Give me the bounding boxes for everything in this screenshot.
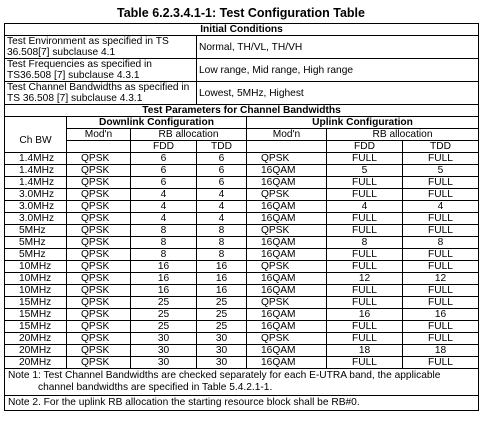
uplink-modn-cell: QPSK [247,225,327,237]
uplink-tdd-header: TDD [403,141,479,153]
table-row [5,357,479,369]
uplink-fdd-cell: FULL [327,261,403,273]
table-row [5,345,479,357]
table-row [5,153,479,165]
uplink-modn-cell: 16QAM [247,201,327,213]
uplink-fdd-cell: 8 [327,237,403,249]
uplink-tdd-cell: FULL [403,297,479,309]
table-row [5,297,479,309]
uplink-modn-cell: QPSK [247,189,327,201]
uplink-modn-cell: 16QAM [247,357,327,369]
note-1-line-1: Note 1: Test Channel Bandwidths are checked separately for each E-UTRA band, the applicable [8,370,441,381]
ch-bw-cell: 1.4MHz [5,165,67,177]
downlink-modn-header: Mod'n [67,129,131,141]
table-row [5,201,479,213]
uplink-rb-allocation-header: RB allocation [327,129,479,141]
downlink-tdd-cell: 30 [197,333,247,345]
downlink-tdd-cell: 6 [197,177,247,189]
uplink-modn-cell: 16QAM [247,345,327,357]
uplink-modn-cell: 16QAM [247,309,327,321]
table-row [5,261,479,273]
uplink-tdd-cell: FULL [403,249,479,261]
uplink-tdd-cell: 4 [403,201,479,213]
uplink-modn-cell: 16QAM [247,237,327,249]
ch-bw-cell: 3.0MHz [5,189,67,201]
downlink-modn-cell: QPSK [67,261,131,273]
downlink-tdd-cell: 6 [197,165,247,177]
downlink-tdd-cell: 8 [197,237,247,249]
downlink-fdd-cell: 4 [131,213,197,225]
uplink-fdd-cell: FULL [327,213,403,225]
uplink-fdd-cell: FULL [327,357,403,369]
downlink-fdd-cell: 4 [131,189,197,201]
downlink-modn-cell: QPSK [67,201,131,213]
downlink-modn-cell: QPSK [67,297,131,309]
ch-bw-cell: 5MHz [5,225,67,237]
downlink-tdd-cell: 16 [197,273,247,285]
ch-bw-cell: 20MHz [5,345,67,357]
table-title: Table 6.2.3.4.1-1: Test Configuration Table [117,6,365,20]
downlink-fdd-cell: 25 [131,297,197,309]
uplink-modn-cell: 16QAM [247,273,327,285]
uplink-fdd-cell: FULL [327,177,403,189]
uplink-tdd-cell: FULL [403,153,479,165]
downlink-modn-cell: QPSK [67,273,131,285]
downlink-fdd-cell: 16 [131,261,197,273]
uplink-modn-cell: 16QAM [247,285,327,297]
uplink-tdd-cell: 12 [403,273,479,285]
downlink-fdd-cell: 4 [131,201,197,213]
downlink-tdd-cell: 30 [197,357,247,369]
downlink-tdd-cell: 6 [197,153,247,165]
test-configuration-table [4,23,479,411]
uplink-tdd-cell: FULL [403,357,479,369]
ch-bw-cell: 15MHz [5,321,67,333]
uplink-modn-cell: 16QAM [247,177,327,189]
downlink-modn-cell: QPSK [67,333,131,345]
uplink-fdd-cell: 5 [327,165,403,177]
downlink-fdd-cell: 6 [131,165,197,177]
uplink-tdd-cell: FULL [403,225,479,237]
downlink-tdd-cell: 25 [197,309,247,321]
uplink-tdd-cell: 8 [403,237,479,249]
uplink-tdd-cell: FULL [403,321,479,333]
table-row [5,225,479,237]
uplink-fdd-cell: 18 [327,345,403,357]
downlink-modn-cell: QPSK [67,165,131,177]
downlink-modn-cell: QPSK [67,177,131,189]
uplink-tdd-cell: FULL [403,213,479,225]
uplink-fdd-cell: FULL [327,297,403,309]
table-row [5,237,479,249]
ch-bw-cell: 10MHz [5,261,67,273]
initial-condition-value: Lowest, 5MHz, Highest [197,82,479,105]
downlink-fdd-cell: 25 [131,309,197,321]
downlink-fdd-cell: 30 [131,357,197,369]
downlink-fdd-cell: 16 [131,273,197,285]
ch-bw-cell: 20MHz [5,333,67,345]
uplink-modn-cell: QPSK [247,297,327,309]
uplink-modn-header: Mod'n [247,129,327,141]
initial-condition-label: Test Environment as specified in TS 36.508[7] subclause 4.1 [5,36,197,59]
note-1-line-2: channel bandwidths are specified in Table 5.4.2.1-1. [38,382,273,393]
downlink-modn-cell: QPSK [67,309,131,321]
ch-bw-cell: 1.4MHz [5,177,67,189]
downlink-fdd-cell: 16 [131,285,197,297]
ch-bw-cell: 3.0MHz [5,213,67,225]
downlink-tdd-cell: 30 [197,345,247,357]
ch-bw-cell: 5MHz [5,249,67,261]
downlink-fdd-cell: 30 [131,333,197,345]
ch-bw-cell: 15MHz [5,297,67,309]
downlink-fdd-cell: 6 [131,177,197,189]
downlink-modn-cell: QPSK [67,357,131,369]
downlink-rb-allocation-header: RB allocation [131,129,247,141]
downlink-fdd-cell: 30 [131,345,197,357]
uplink-tdd-cell: 18 [403,345,479,357]
table-row [5,273,479,285]
uplink-fdd-cell: 12 [327,273,403,285]
initial-condition-label: Test Frequencies as specified in TS36.508 [7] subclause 4.3.1 [5,59,197,82]
ch-bw-cell: 15MHz [5,309,67,321]
downlink-fdd-header: FDD [131,141,197,153]
uplink-tdd-cell: FULL [403,189,479,201]
downlink-modn-cell: QPSK [67,249,131,261]
table-row [5,249,479,261]
initial-conditions-heading: Initial Conditions [5,24,479,36]
initial-condition-value: Normal, TH/VL, TH/VH [197,36,479,59]
uplink-fdd-cell: FULL [327,285,403,297]
ch-bw-cell: 3.0MHz [5,201,67,213]
note-2: Note 2. For the uplink RB allocation the starting resource block shall be RB#0. [5,396,479,411]
uplink-fdd-cell: FULL [327,153,403,165]
table-row [5,165,479,177]
table-row [5,285,479,297]
downlink-fdd-cell: 8 [131,225,197,237]
uplink-tdd-cell: FULL [403,285,479,297]
uplink-modn-cell: QPSK [247,333,327,345]
uplink-tdd-cell: 5 [403,165,479,177]
downlink-fdd-cell: 8 [131,237,197,249]
test-parameters-heading: Test Parameters for Channel Bandwidths [5,105,479,117]
downlink-configuration-heading: Downlink Configuration [67,117,247,129]
table-row [5,333,479,345]
uplink-tdd-cell: FULL [403,261,479,273]
downlink-modn-cell: QPSK [67,213,131,225]
uplink-fdd-cell: FULL [327,189,403,201]
downlink-modn-cell: QPSK [67,189,131,201]
downlink-modn-cell: QPSK [67,153,131,165]
ch-bw-cell: 5MHz [5,237,67,249]
uplink-configuration-heading: Uplink Configuration [247,117,479,129]
downlink-tdd-cell: 4 [197,189,247,201]
uplink-modn-cell: 16QAM [247,249,327,261]
downlink-modn-cell: QPSK [67,237,131,249]
downlink-fdd-cell: 8 [131,249,197,261]
uplink-fdd-cell: 16 [327,309,403,321]
note-1 [5,369,479,396]
ch-bw-cell: 10MHz [5,273,67,285]
downlink-tdd-cell: 25 [197,297,247,309]
uplink-modn-cell: 16QAM [247,213,327,225]
downlink-modn-cell: QPSK [67,285,131,297]
uplink-tdd-cell: 16 [403,309,479,321]
downlink-modn-cell: QPSK [67,225,131,237]
downlink-tdd-cell: 25 [197,321,247,333]
uplink-modn-cell: 16QAM [247,321,327,333]
table-row [5,309,479,321]
uplink-fdd-cell: FULL [327,249,403,261]
uplink-fdd-cell: 4 [327,201,403,213]
downlink-tdd-cell: 4 [197,213,247,225]
downlink-tdd-cell: 4 [197,201,247,213]
uplink-fdd-header: FDD [327,141,403,153]
ch-bw-cell: 1.4MHz [5,153,67,165]
uplink-modn-cell: QPSK [247,153,327,165]
uplink-fdd-cell: FULL [327,321,403,333]
uplink-fdd-cell: FULL [327,333,403,345]
initial-condition-label: Test Channel Bandwidths as specified in TS 36.508 [7] subclause 4.3.1 [5,82,197,105]
downlink-tdd-cell: 8 [197,225,247,237]
ch-bw-cell: 10MHz [5,285,67,297]
downlink-tdd-cell: 8 [197,249,247,261]
uplink-tdd-cell: FULL [403,333,479,345]
downlink-fdd-cell: 6 [131,153,197,165]
downlink-modn-cell: QPSK [67,321,131,333]
downlink-fdd-cell: 25 [131,321,197,333]
uplink-modn-cell: 16QAM [247,165,327,177]
downlink-tdd-cell: 16 [197,285,247,297]
ch-bw-cell: 20MHz [5,357,67,369]
downlink-tdd-cell: 16 [197,261,247,273]
ch-bw-header: Ch BW [5,129,67,153]
table-row [5,189,479,201]
uplink-tdd-cell: FULL [403,177,479,189]
downlink-tdd-header: TDD [197,141,247,153]
initial-condition-value: Low range, Mid range, High range [197,59,479,82]
table-row [5,213,479,225]
uplink-fdd-cell: FULL [327,225,403,237]
uplink-modn-cell: QPSK [247,261,327,273]
downlink-modn-cell: QPSK [67,345,131,357]
table-row [5,177,479,189]
table-row [5,321,479,333]
